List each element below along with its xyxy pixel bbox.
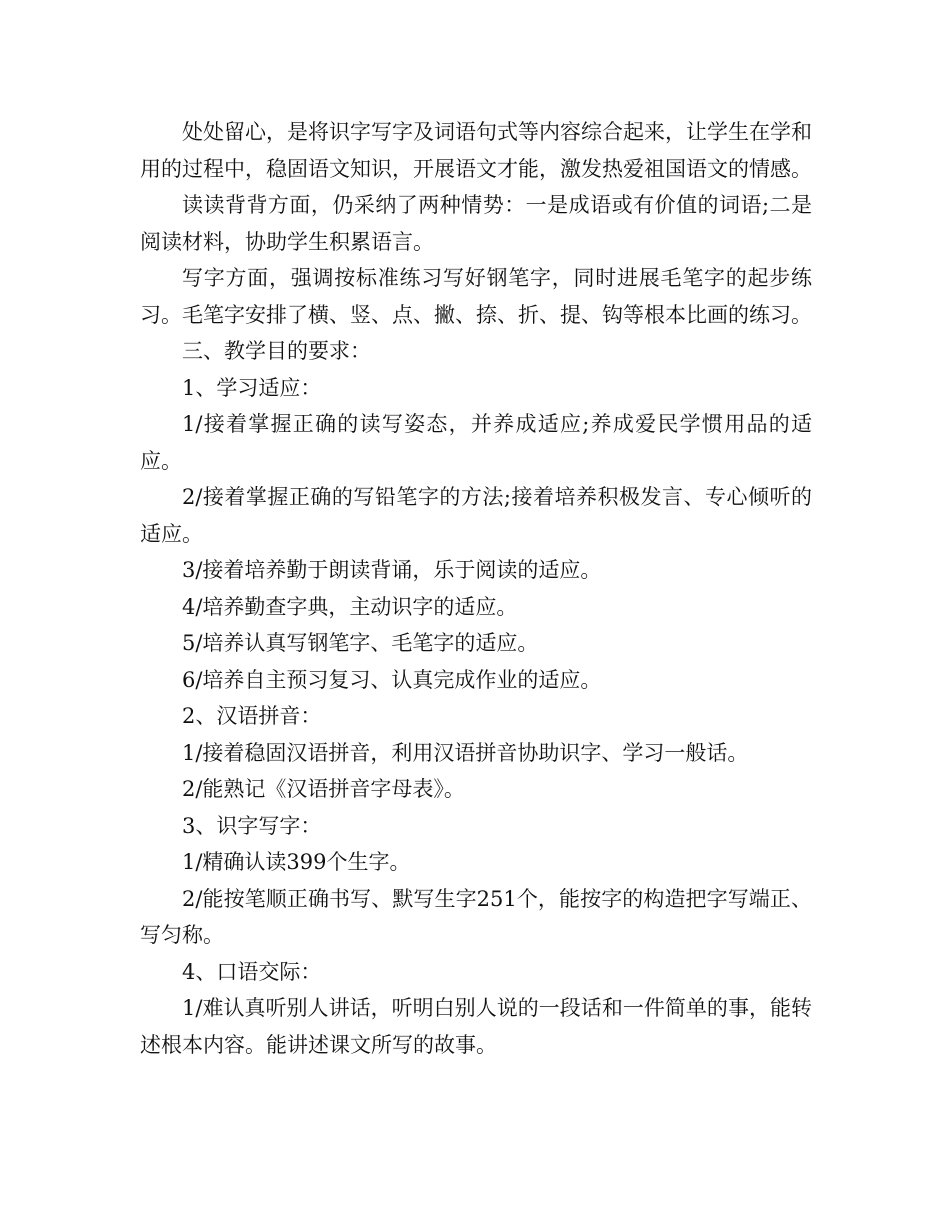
subheading-oral-communication: 4、口语交际：: [182, 959, 322, 984]
list-item-habits-5: 5/培养认真写钢笔字、毛笔字的适应。: [182, 631, 539, 655]
list-item-habits-6: 6/培养自主预习复习、认真完成作业的适应。: [182, 667, 602, 692]
list-item-pinyin-1: 1/接着稳固汉语拼音，利用汉语拼音协助识字、学习一般话。: [182, 740, 749, 765]
list-item-literacy-2: 2/能按笔顺正确书写、默写生字251个，能按字的构造把字写端正、写匀称。: [140, 886, 812, 947]
paragraph-3: 写字方面，强调按标准练习写好钢笔字，同时进展毛笔字的起步练习。毛笔字安排了横、竖、点、撇、捺、折、提、钩等根本比画的练习。: [140, 266, 812, 327]
subheading-learning-habits: 1、学习适应：: [182, 375, 322, 400]
list-item-oral-1: 1/难认真听别人讲话，听明白别人说的一段话和一件简单的事，能转述根本内容。能讲述课文所写的故事。: [140, 996, 812, 1057]
subheading-pinyin: 2、汉语拼音：: [182, 704, 322, 728]
list-item-pinyin-2: 2/能熟记《汉语拼音字母表》。: [182, 777, 465, 801]
paragraph-1: 处处留心，是将识字写字及词语句式等内容综合起来，让学生在学和用的过程中，稳固语文知识，开展语文才能，激发热爱祖国语文的情感。: [140, 120, 812, 181]
section-heading-teaching-goals: 三、教学目的要求：: [182, 339, 371, 363]
list-item-habits-4: 4/培养勤查字典，主动识字的适应。: [182, 594, 518, 619]
list-item-habits-2: 2/接着掌握正确的写铅笔字的方法;接着培养积极发言、专心倾听的适应。: [140, 485, 812, 546]
list-item-habits-1: 1/接着掌握正确的读写姿态，并养成适应;养成爱民学惯用品的适应。: [140, 412, 812, 473]
list-item-literacy-1: 1/精确认读399个生字。: [182, 850, 411, 874]
paragraph-2: 读读背背方面，仍采纳了两种情势：一是成语或有价值的词语;二是阅读材料，协助学生积累语言。: [140, 193, 812, 254]
subheading-literacy: 3、识字写字：: [182, 813, 322, 838]
document-body: [140, 114, 812, 1063]
list-item-habits-3: 3/接着培养勤于朗读背诵，乐于阅读的适应。: [182, 558, 602, 582]
